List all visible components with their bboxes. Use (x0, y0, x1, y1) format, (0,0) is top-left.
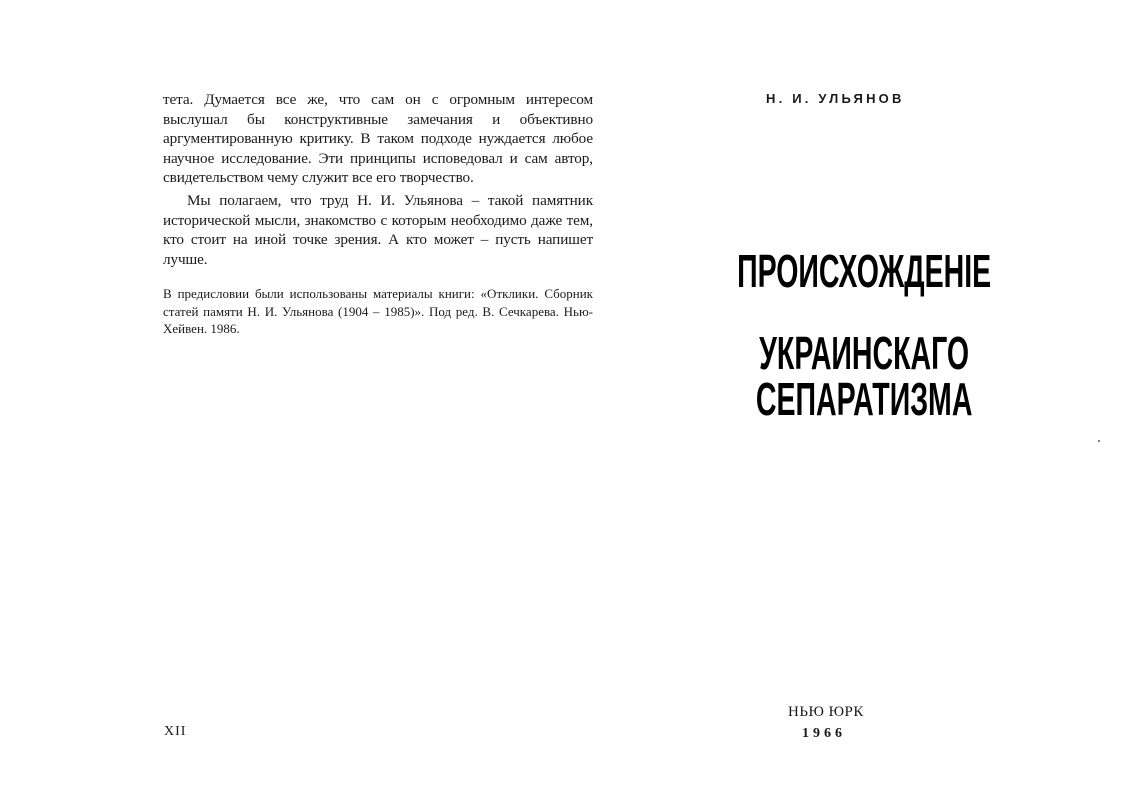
title-page (566, 0, 1132, 800)
scan-speck (1098, 440, 1100, 442)
book-title-line-1: ПРОИСХОЖДЕНІЕ (737, 245, 992, 297)
page-number: XII (164, 724, 187, 739)
paragraph-1: тета. Думается все же, что сам он с огромным интересом выслушал бы конструктивные замечания и объективно аргументированную критику. В таком подходе нуждается любое научное исследование. Эти принципы исповедовал и сам автор, свидетельством чему служит все его творчество. (163, 91, 593, 187)
preface-text (163, 90, 593, 269)
publication-city: НЬЮ ЮРК (788, 704, 864, 720)
paragraph-2: Мы полагаем, что труд Н. И. Ульянова – такой памятник исторической мысли, знакомство с которым необходимо даже тем, кто стоит на иной точке зрения. А кто может – пусть напишет лучше. (163, 191, 593, 268)
author-name: Н. И. УЛЬЯНОВ (766, 91, 905, 106)
footnote: В предисловии были использованы материалы книги: «Отклики. Сборник статей памяти Н. И. Ульянова (1904 – 1985)». Под ред. В. Сечкарева. Нью-Хейвен. 1986. (163, 286, 593, 337)
publication-year: 1966 (802, 726, 846, 741)
book-title-line-2: УКРАИНСКАГО СЕПАРАТИЗМА (755, 327, 973, 425)
